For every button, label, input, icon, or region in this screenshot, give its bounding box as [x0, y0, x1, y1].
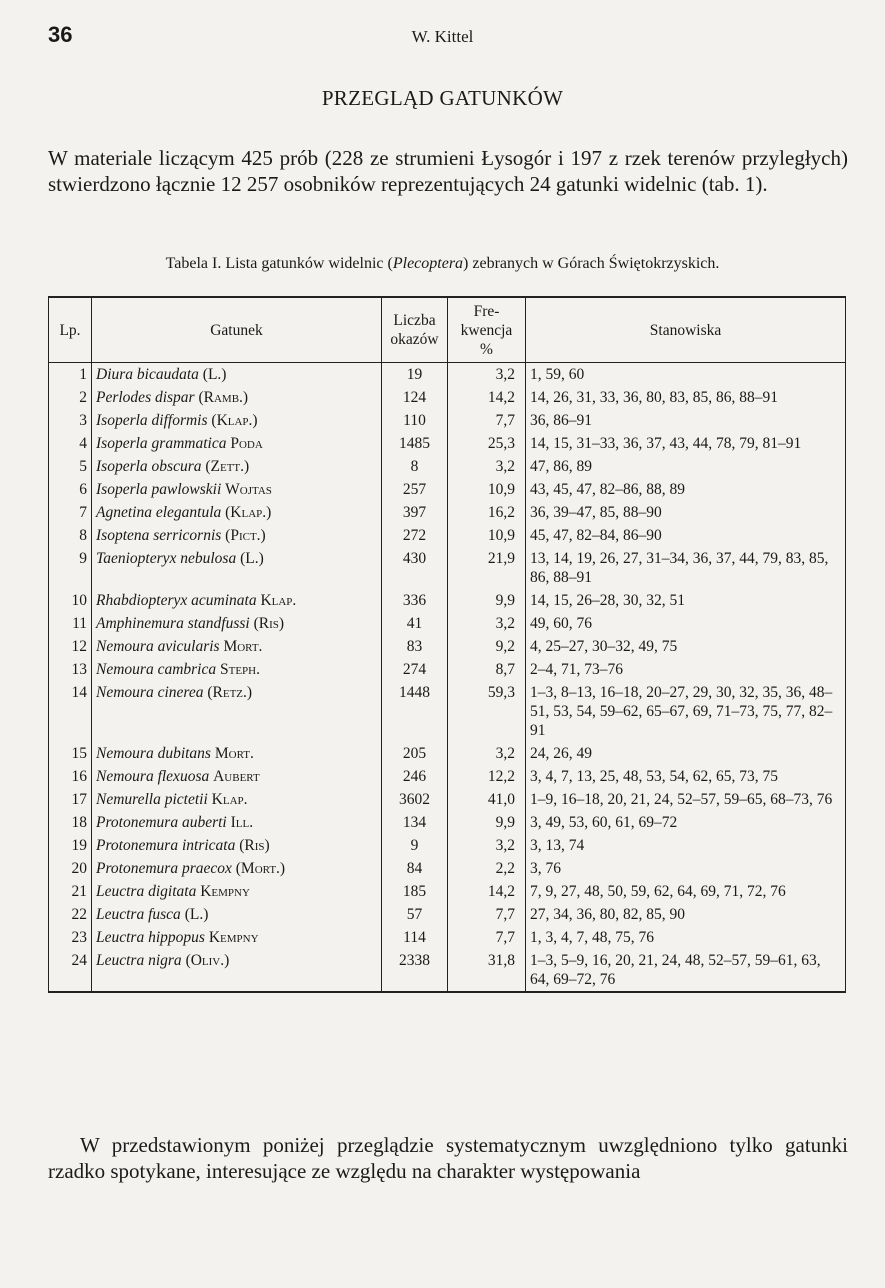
table-row	[49, 547, 846, 589]
cell-lp: 1	[49, 363, 92, 387]
cell-lp: 15	[49, 742, 92, 765]
cell-lp: 13	[49, 658, 92, 681]
running-head: W. Kittel	[411, 27, 474, 46]
cell-sites: 24, 26, 49	[526, 742, 846, 765]
cell-sites: 14, 15, 26–28, 30, 32, 51	[526, 589, 846, 612]
cell-sites: 1, 3, 4, 7, 48, 75, 76	[526, 926, 846, 949]
cell-species	[92, 612, 382, 635]
species-author: (Ris)	[239, 837, 270, 854]
table-row	[49, 589, 846, 612]
cell-sites: 3, 13, 74	[526, 834, 846, 857]
cell-species	[92, 524, 382, 547]
cell-sites: 43, 45, 47, 82–86, 88, 89	[526, 478, 846, 501]
table-row	[49, 834, 846, 857]
header-sites: Stanowiska	[526, 297, 846, 363]
cell-lp: 16	[49, 765, 92, 788]
cell-lp: 12	[49, 635, 92, 658]
species-author: Kempny	[200, 883, 250, 900]
section-title: PRZEGLĄD GATUNKÓW	[321, 86, 564, 110]
species-name: Isoptena serricornis	[96, 527, 222, 544]
cell-lp: 20	[49, 857, 92, 880]
cell-count: 19	[382, 363, 448, 387]
species-author: (L.)	[184, 906, 209, 923]
table-row	[49, 409, 846, 432]
cell-lp: 24	[49, 949, 92, 992]
cell-lp: 23	[49, 926, 92, 949]
cell-count: 1485	[382, 432, 448, 455]
cell-lp: 4	[49, 432, 92, 455]
cell-frequency: 21,9	[448, 547, 526, 589]
cell-frequency: 7,7	[448, 409, 526, 432]
cell-sites: 47, 86, 89	[526, 455, 846, 478]
species-name: Agnetina elegantula	[96, 504, 222, 521]
cell-lp: 11	[49, 612, 92, 635]
species-author: (L.)	[240, 550, 264, 567]
cell-count: 185	[382, 880, 448, 903]
cell-species	[92, 432, 382, 455]
cell-count: 83	[382, 635, 448, 658]
cell-lp: 5	[49, 455, 92, 478]
table-row	[49, 811, 846, 834]
cell-frequency: 3,2	[448, 834, 526, 857]
cell-sites: 45, 47, 82–84, 86–90	[526, 524, 846, 547]
cell-species	[92, 742, 382, 765]
page-number: 36	[48, 22, 73, 47]
species-author: Mort.	[214, 745, 254, 762]
species-name: Protonemura auberti	[96, 814, 227, 831]
species-table-body	[49, 363, 846, 993]
cell-lp: 7	[49, 501, 92, 524]
species-name: Taeniopteryx nebulosa	[96, 550, 237, 567]
cell-count: 114	[382, 926, 448, 949]
cell-frequency: 9,2	[448, 635, 526, 658]
cell-species	[92, 363, 382, 387]
cell-sites: 4, 25–27, 30–32, 49, 75	[526, 635, 846, 658]
cell-frequency: 9,9	[448, 589, 526, 612]
species-author: (Zett.)	[205, 458, 250, 475]
cell-frequency: 25,3	[448, 432, 526, 455]
cell-count: 257	[382, 478, 448, 501]
cell-count: 1448	[382, 681, 448, 742]
table-row	[49, 363, 846, 387]
cell-sites: 3, 4, 7, 13, 25, 48, 53, 54, 62, 65, 73, 75	[526, 765, 846, 788]
species-name: Isoperla pawlowskii	[96, 481, 222, 498]
cell-sites: 27, 34, 36, 80, 82, 85, 90	[526, 903, 846, 926]
table-row	[49, 681, 846, 742]
species-name: Isoperla difformis	[96, 412, 208, 429]
cell-count: 430	[382, 547, 448, 589]
cell-sites: 3, 49, 53, 60, 61, 69–72	[526, 811, 846, 834]
species-author: Klap.	[211, 791, 248, 808]
header-lp: Lp.	[49, 297, 92, 363]
cell-count: 205	[382, 742, 448, 765]
cell-sites: 14, 26, 31, 33, 36, 80, 83, 85, 86, 88–91	[526, 386, 846, 409]
cell-count: 57	[382, 903, 448, 926]
cell-count: 124	[382, 386, 448, 409]
cell-lp: 14	[49, 681, 92, 742]
species-name: Rhabdiopteryx acuminata	[96, 592, 257, 609]
species-name: Isoperla obscura	[96, 458, 202, 475]
cell-frequency: 10,9	[448, 524, 526, 547]
species-author: Aubert	[213, 768, 260, 785]
cell-lp: 3	[49, 409, 92, 432]
caption-taxon: Plecoptera	[392, 255, 464, 272]
cell-species	[92, 788, 382, 811]
species-name: Perlodes dispar	[96, 389, 195, 406]
header-freq-line1: Fre-	[473, 302, 500, 320]
table-row	[49, 501, 846, 524]
species-name: Protonemura intricata	[96, 837, 236, 854]
species-author: Wojtas	[225, 481, 272, 498]
table-row	[49, 612, 846, 635]
cell-species	[92, 547, 382, 589]
table-row	[49, 524, 846, 547]
cell-species	[92, 658, 382, 681]
cell-frequency: 3,2	[448, 363, 526, 387]
header-count-line2: okazów	[390, 331, 439, 348]
cell-count: 2338	[382, 949, 448, 992]
species-name: Isoperla grammatica	[96, 435, 227, 452]
cell-species	[92, 949, 382, 992]
cell-species	[92, 834, 382, 857]
cell-frequency: 10,9	[448, 478, 526, 501]
cell-species	[92, 455, 382, 478]
cell-sites: 36, 39–47, 85, 88–90	[526, 501, 846, 524]
cell-count: 134	[382, 811, 448, 834]
cell-count: 246	[382, 765, 448, 788]
cell-sites: 36, 86–91	[526, 409, 846, 432]
cell-lp: 21	[49, 880, 92, 903]
cell-frequency: 7,7	[448, 926, 526, 949]
cell-frequency: 31,8	[448, 949, 526, 992]
intro-paragraph: W materiale liczącym 425 prób (228 ze strumieni Łysogór i 197 z rzek terenów przyległych) stwierdzono łącznie 12 257 osobników reprezentujących 24 gatunki widelnic (tab. 1).	[48, 146, 848, 196]
cell-count: 3602	[382, 788, 448, 811]
table-row	[49, 903, 846, 926]
species-author: Ill.	[230, 814, 254, 831]
cell-lp: 8	[49, 524, 92, 547]
cell-species	[92, 681, 382, 742]
cell-lp: 10	[49, 589, 92, 612]
cell-sites: 13, 14, 19, 26, 27, 31–34, 36, 37, 44, 79, 83, 85, 86, 88–91	[526, 547, 846, 589]
cell-count: 8	[382, 455, 448, 478]
species-name: Nemoura flexuosa	[96, 768, 210, 785]
table-row	[49, 478, 846, 501]
cell-frequency: 8,7	[448, 658, 526, 681]
cell-sites: 7, 9, 27, 48, 50, 59, 62, 64, 69, 71, 72, 76	[526, 880, 846, 903]
species-author: (Pict.)	[225, 527, 266, 544]
species-name: Protonemura praecox	[96, 860, 232, 877]
cell-frequency: 16,2	[448, 501, 526, 524]
species-author: Steph.	[220, 661, 260, 678]
cell-count: 110	[382, 409, 448, 432]
species-name: Nemoura cambrica	[96, 661, 217, 678]
table-row	[49, 857, 846, 880]
cell-lp: 22	[49, 903, 92, 926]
cell-frequency: 14,2	[448, 386, 526, 409]
cell-sites: 1, 59, 60	[526, 363, 846, 387]
cell-frequency: 12,2	[448, 765, 526, 788]
species-table	[48, 296, 846, 993]
header-count-line1: Liczba	[393, 312, 436, 329]
cell-count: 84	[382, 857, 448, 880]
species-name: Leuctra fusca	[96, 906, 181, 923]
closing-paragraph: W przedstawionym poniżej przeglądzie systematycznym uwzględniono tylko gatunki rzadko spotykane, interesujące ze względu na charakter występowania	[48, 1133, 848, 1183]
cell-frequency: 9,9	[448, 811, 526, 834]
cell-species	[92, 501, 382, 524]
cell-lp: 6	[49, 478, 92, 501]
cell-sites: 2–4, 71, 73–76	[526, 658, 846, 681]
species-name: Leuctra digitata	[96, 883, 197, 900]
cell-frequency: 41,0	[448, 788, 526, 811]
species-author: (Oliv.)	[185, 952, 230, 969]
cell-sites: 1–3, 5–9, 16, 20, 21, 24, 48, 52–57, 59–61, 63, 64, 69–72, 76	[526, 949, 846, 992]
species-name: Nemoura dubitans	[96, 745, 211, 762]
cell-frequency: 3,2	[448, 455, 526, 478]
species-author: (Mort.)	[235, 860, 286, 877]
caption-prefix: Tabela I. Lista gatunków widelnic (	[165, 255, 393, 272]
cell-count: 272	[382, 524, 448, 547]
cell-count: 397	[382, 501, 448, 524]
table-row	[49, 386, 846, 409]
cell-frequency: 2,2	[448, 857, 526, 880]
cell-frequency: 3,2	[448, 742, 526, 765]
cell-species	[92, 589, 382, 612]
species-name: Leuctra nigra	[96, 952, 182, 969]
cell-species	[92, 409, 382, 432]
cell-count: 274	[382, 658, 448, 681]
cell-sites: 1–3, 8–13, 16–18, 20–27, 29, 30, 32, 35, 36, 48–51, 53, 54, 59–62, 65–67, 69, 71–73, 75, 77, 82–91	[526, 681, 846, 742]
table-header-row	[49, 297, 846, 363]
cell-frequency: 14,2	[448, 880, 526, 903]
header-frequency	[448, 297, 526, 363]
cell-species	[92, 811, 382, 834]
cell-frequency: 3,2	[448, 612, 526, 635]
cell-species	[92, 635, 382, 658]
table-row	[49, 765, 846, 788]
table-row	[49, 949, 846, 992]
species-name: Leuctra hippopus	[96, 929, 205, 946]
cell-lp: 19	[49, 834, 92, 857]
header-freq-line3: %	[480, 340, 493, 358]
table-caption	[0, 255, 885, 273]
species-author: Poda	[230, 435, 263, 452]
species-name: Diura bicaudata	[96, 366, 199, 383]
cell-species	[92, 386, 382, 409]
species-name: Nemoura cinerea	[96, 684, 204, 701]
table-row	[49, 658, 846, 681]
caption-suffix: ) zebranych w Górach Świętokrzyskich.	[463, 255, 720, 272]
cell-count: 41	[382, 612, 448, 635]
header-count	[382, 297, 448, 363]
species-author: (Klap.)	[211, 412, 258, 429]
table-row	[49, 432, 846, 455]
cell-species	[92, 478, 382, 501]
species-name: Amphinemura standfussi	[96, 615, 250, 632]
table-row	[49, 926, 846, 949]
species-author: Kempny	[208, 929, 259, 946]
cell-count: 9	[382, 834, 448, 857]
cell-sites: 14, 15, 31–33, 36, 37, 43, 44, 78, 79, 81–91	[526, 432, 846, 455]
cell-count: 336	[382, 589, 448, 612]
cell-lp: 17	[49, 788, 92, 811]
header-species: Gatunek	[92, 297, 382, 363]
cell-species	[92, 857, 382, 880]
cell-sites: 3, 76	[526, 857, 846, 880]
table-row	[49, 788, 846, 811]
cell-frequency: 59,3	[448, 681, 526, 742]
cell-species	[92, 903, 382, 926]
species-author: (Retz.)	[207, 684, 253, 701]
cell-species	[92, 880, 382, 903]
table-row	[49, 455, 846, 478]
cell-lp: 2	[49, 386, 92, 409]
species-author: Klap.	[260, 592, 297, 609]
cell-frequency: 7,7	[448, 903, 526, 926]
table-row	[49, 635, 846, 658]
cell-sites: 1–9, 16–18, 20, 21, 24, 52–57, 59–65, 68–73, 76	[526, 788, 846, 811]
species-author: (Ris)	[253, 615, 285, 632]
species-author: Mort.	[223, 638, 263, 655]
cell-lp: 18	[49, 811, 92, 834]
species-author: (Ramb.)	[198, 389, 249, 406]
cell-species	[92, 765, 382, 788]
table-row	[49, 742, 846, 765]
table-row	[49, 880, 846, 903]
species-name: Nemurella pictetii	[96, 791, 208, 808]
cell-species	[92, 926, 382, 949]
cell-sites: 49, 60, 76	[526, 612, 846, 635]
species-author: (L.)	[202, 366, 227, 383]
species-name: Nemoura avicularis	[96, 638, 220, 655]
cell-lp: 9	[49, 547, 92, 589]
species-author: (Klap.)	[225, 504, 272, 521]
header-freq-line2: kwencja	[460, 321, 513, 339]
